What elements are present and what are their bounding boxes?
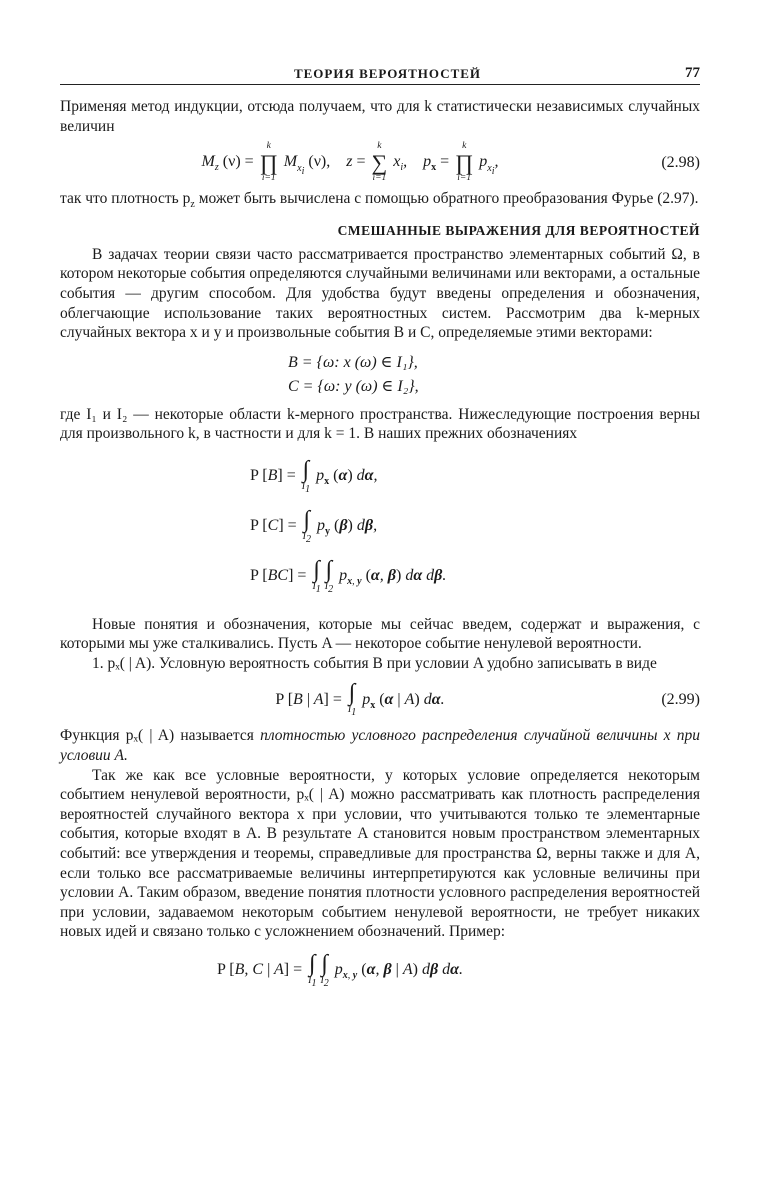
equation-2-98: $M_z$ (ν) = k ∏ i=1 $M_{x_i}$ (ν), z = k ∑ i=1 $x_i$, $p_x$ = k ∏ i=1 $p_{x_i}$, (2.98)	[201, 141, 700, 183]
running-head: ТЕОРИЯ ВЕРОЯТНОСТЕЙ	[293, 66, 482, 81]
prob-c-integral: P [C] = ∫ $I_2$ $p_y$ (β) dβ,	[250, 507, 378, 546]
paragraph-new-concepts: Новые понятия и обозначения, которые мы сейчас введем, содержат и выражения, с которыми мы уже сталкивались. Пусть A — некоторое событие ненулевой вероятности.	[60, 615, 700, 653]
example-equation: P [B, C | A] = ∫ $I_1$ ∫ $I_2$ $p_{x, y}$ (α, β | A) dβ dα.	[216, 950, 464, 989]
event-definitions	[288, 351, 700, 399]
page	[60, 60, 700, 995]
paragraph-conditional-discussion: Так же как все условные вероятности, у которых условие определяется некоторым событием ненулевой вероятности, pₓ( | A) можно рассматривать как плотность распределения вероятностей случайного вектора x при условии, что учитываются только те элементарные события, которые входят в A. В результате A становится новым пространством элементарных событий: все утверждения и теоремы, справедливые для пространства Ω, верны также и для A, если только все рассматриваемые величины интерпретируются как условные величины при условии A. Таким образом, введение понятия плотности условного распределения вероятностей при условии, задаваемом некоторым событием ненулевой вероятности, не требует никаких новых идей и связано только с усложнением обозначений. Пример:	[60, 766, 700, 941]
paragraph-density: так что плотность $p_z$ может быть вычислена с помощью обратного преобразования Фурье (2.97).	[60, 190, 699, 211]
event-b-definition: B = {ω: x (ω) ∈ I₁},	[288, 353, 418, 371]
page-number: 77	[685, 65, 700, 81]
page-header	[60, 60, 700, 85]
paragraph-regions: где I₁ и I₂ — некоторые области k-мерного пространства. Нижеследующие построения верны для произвольного k, в частности и для k = 1. В наших прежних обозначениях	[60, 405, 700, 443]
paragraph-induction: Применяя метод индукции, отсюда получаем, что для k статистически независимых случайных величин	[60, 98, 700, 135]
prob-bc-integral: P [BC] = ∫ $I_1$ ∫ $I_2$ $p_{x, y}$ (α, β) dα dβ.	[250, 557, 447, 596]
equation-number: (2.99)	[661, 690, 700, 708]
event-c-definition: C = {ω: y (ω) ∈ I₂},	[288, 377, 419, 395]
prob-b-integral: P [B] = ∫ $I_1$ $p_x$ (α) dα,	[250, 456, 378, 495]
equation-number: (2.98)	[661, 153, 700, 171]
section-title: СМЕШАННЫЕ ВЫРАЖЕНИЯ ДЛЯ ВЕРОЯТНОСТЕЙ	[337, 222, 700, 238]
paragraph-communication-theory: В задачах теории связи часто рассматривается пространство элементарных событий Ω, в котором некоторые события определяются случайными величинами или векторами, а остальные события — другим способом. Для удобства будут введены определения и обозначения, облегчающие использование таких вероятностных систем. Рассмотрим два k-мерных случайных вектора x и y и произвольные события B и C, определяемые этими векторами:	[60, 245, 700, 342]
paragraph-function-definition: Функция pₓ( | A) называется плотностью условного распределения случайной величины x при условии A.	[60, 727, 701, 764]
paragraph-conditional-probability: 1. pₓ( | A). Условную вероятность события B при условии A удобно записывать в виде	[92, 654, 657, 672]
equation-2-99: P [B | A] = ∫ $I_1$ $p_x$ (α | A) dα. (2.99)	[275, 680, 700, 719]
probability-integrals	[250, 454, 700, 605]
